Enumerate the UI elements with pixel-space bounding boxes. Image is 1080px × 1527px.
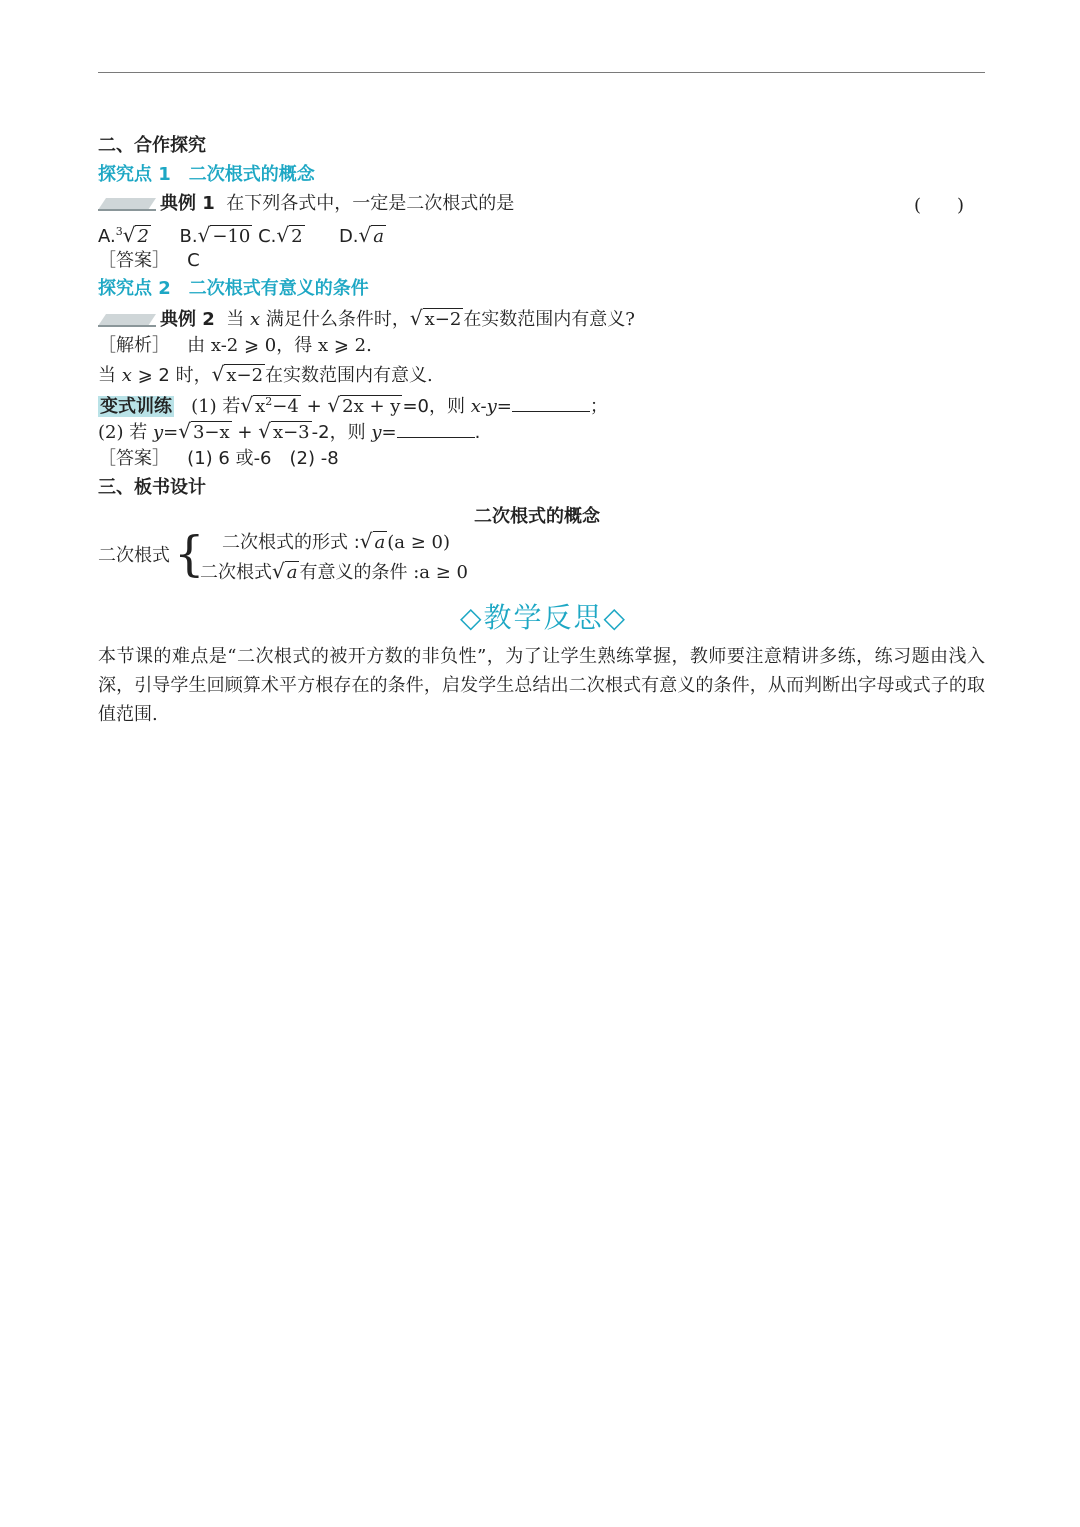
condition-line: [98, 361, 433, 389]
answer1-line: [98, 248, 200, 274]
sqrt-x-minus-2: √ x−2: [409, 306, 462, 330]
answer-paren: ( ): [914, 195, 965, 216]
answer-blank-2[interactable]: [397, 419, 475, 438]
sqrt-x-minus-2: √ x−2: [211, 362, 264, 386]
answer2-text: (1) 6 或-6 (2) -8: [187, 448, 339, 469]
analysis-text: 由 x-2 ⩾ 0，得 x ⩾ 2.: [187, 335, 372, 356]
variant-q1-ask: x-y=: [470, 396, 512, 417]
section2-heading: 二、合作探究: [98, 135, 206, 156]
reflection-title: ◇教学反思◇: [460, 601, 628, 634]
brace-icon: {: [174, 526, 205, 582]
board-row2-post: 有意义的条件: [299, 562, 408, 583]
sqrt-2x-plus-y: √ 2x + y: [327, 393, 401, 417]
variant-q2-ask: y=: [371, 422, 397, 443]
analysis-label: ［解析］: [98, 335, 170, 356]
example2-label: 典例 2: [160, 309, 215, 330]
example2-line: [98, 305, 635, 333]
board-title: 二次根式的概念: [474, 506, 600, 527]
variant-q1-post: =0，则: [402, 396, 465, 417]
option-d-expr: √ a: [358, 223, 385, 247]
sqrt-a: √ a: [272, 559, 298, 583]
example-marker-icon: [98, 312, 156, 328]
answer1-value: C: [187, 250, 200, 271]
board-left-label: 二次根式: [98, 545, 170, 566]
example1-text: 在下列各式中，一定是二次根式的是: [226, 193, 515, 214]
header-rule: [98, 72, 985, 73]
answer-blank-1[interactable]: [512, 393, 590, 412]
variant-q1-pre: (1) 若: [191, 396, 241, 417]
options-line: [98, 219, 386, 250]
variant-label: 变式训练: [100, 396, 172, 417]
point1-title: 探究点 1 二次根式的概念: [98, 164, 315, 185]
condition-post: 在实数范围内有意义.: [265, 365, 433, 386]
option-b-expr: √ −10: [197, 223, 251, 247]
board-row2: 二次根式√ a 有意义的条件 :a ≥ 0: [200, 558, 468, 586]
variant-q2-mid: -2，则: [311, 422, 366, 443]
variant-q2-pre: (2) 若: [98, 422, 148, 443]
option-c-label: C.: [258, 226, 277, 247]
reflection-paragraph: 本节课的难点是“二次根式的被开方数的非负性”，为了让学生熟练掌握，教师要注意精讲多练，练习题由浅入深，引导学生回顾算术平方根存在的条件，启发学生总结出二次根式有意义的条件，从而判断出字母或式子的取值范围.: [98, 646, 985, 725]
board-row1-text: 二次根式的形式: [222, 532, 348, 553]
example-marker-icon: [98, 196, 156, 212]
condition-pre: 当: [98, 365, 116, 386]
option-c-expr: √ 2: [276, 223, 303, 247]
option-a-expr: $^3$√ 2: [115, 223, 149, 247]
answer2-label: ［答案］: [98, 448, 170, 469]
answer2-line: [98, 446, 339, 472]
answer1-label: ［答案］: [98, 250, 170, 271]
point2-title: 探究点 2 二次根式有意义的条件: [98, 278, 369, 299]
sqrt-3-minus-x: √ 3−x: [178, 419, 230, 443]
example2-post: 在实数范围内有意义?: [463, 309, 635, 330]
variant-q2-y: y=: [152, 422, 179, 443]
board-row2-pre: 二次根式: [200, 562, 272, 583]
example2-pre: 当: [226, 309, 245, 330]
sqrt-x2-minus-4: √ $x^2-4$: [240, 393, 299, 417]
example1-label: 典例 1: [160, 193, 215, 214]
sqrt-a: √ a: [359, 529, 386, 553]
condition-mid: ⩾ 2 时，: [137, 365, 212, 386]
option-b-label: B.: [179, 226, 198, 247]
board-row1: 二次根式的形式 :√ a (a ≥ 0): [222, 528, 450, 556]
analysis-line: [98, 333, 372, 359]
option-d-label: D.: [338, 226, 359, 247]
section3-heading: 三、板书设计: [98, 477, 206, 498]
var-x: x: [121, 365, 132, 386]
example2-mid: 满足什么条件时，: [265, 309, 410, 330]
variant-q2-line: (2) 若 y=√ 3−x + √ x−3 -2，则 y= .: [98, 418, 480, 446]
var-x: x: [249, 309, 261, 330]
option-a-label: A.: [98, 226, 116, 247]
variant-q1-line: 变式训练 (1) 若√ $x^2-4$ + √ 2x + y =0，则 x-y= ；: [98, 389, 608, 420]
example1-line: [98, 191, 514, 217]
sqrt-x-minus-3: √ x−3: [258, 419, 310, 443]
